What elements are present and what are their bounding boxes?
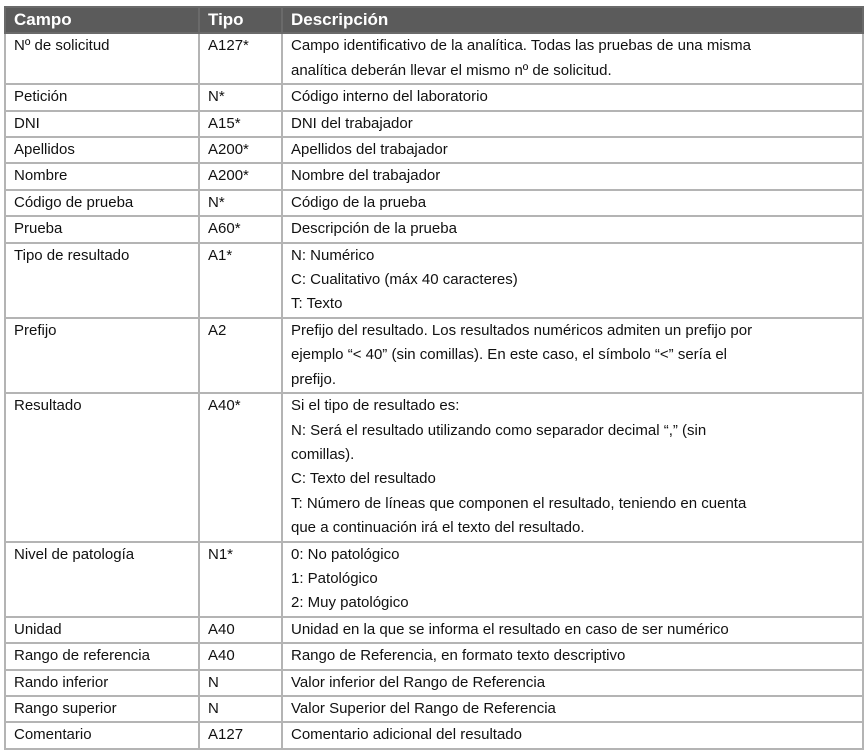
cell-descripcion	[282, 216, 863, 242]
table-header-row	[5, 7, 863, 33]
description-line: N: Numérico	[291, 246, 375, 264]
table-row	[5, 216, 863, 242]
description-line: comillas).	[291, 445, 355, 463]
description-line: Descripción de la prueba	[291, 220, 457, 238]
cell-descripcion	[282, 318, 863, 393]
description-line: ejemplo “< 40” (sin comillas). En este caso, el símbolo “<” sería el	[291, 346, 728, 364]
cell-tipo: A200*	[199, 163, 282, 189]
cell-descripcion	[282, 643, 863, 669]
cell-tipo: A60*	[199, 216, 282, 242]
description-line: N: Será el resultado utilizando como separador decimal “,” (sin	[291, 421, 707, 439]
cell-descripcion	[282, 137, 863, 163]
description-line: T: Texto	[291, 295, 343, 313]
cell-campo: Prefijo	[5, 318, 199, 393]
cell-descripcion	[282, 722, 863, 748]
description-line: que a continuación irá el texto del resultado.	[291, 519, 585, 537]
table-row	[5, 137, 863, 163]
cell-campo: Comentario	[5, 722, 199, 748]
cell-descripcion	[282, 33, 863, 84]
cell-campo: Rango de referencia	[5, 643, 199, 669]
description-line: DNI del trabajador	[291, 114, 413, 132]
description-line: Prefijo del resultado. Los resultados numéricos admiten un prefijo por	[291, 321, 753, 339]
description-line: 1: Patológico	[291, 569, 378, 587]
cell-tipo: N	[199, 696, 282, 722]
description-line: Unidad en la que se informa el resultado en caso de ser numérico	[291, 620, 729, 638]
cell-campo: Petición	[5, 84, 199, 110]
table-row	[5, 318, 863, 393]
cell-tipo: N*	[199, 190, 282, 216]
cell-tipo: A40	[199, 617, 282, 643]
cell-tipo: A200*	[199, 137, 282, 163]
table-row	[5, 722, 863, 748]
description-line: Nombre del trabajador	[291, 167, 441, 185]
cell-tipo: A127*	[199, 33, 282, 84]
cell-descripcion	[282, 617, 863, 643]
table-row	[5, 111, 863, 137]
table-row	[5, 393, 863, 541]
description-line: C: Cualitativo (máx 40 caracteres)	[291, 271, 518, 289]
description-line: Código de la prueba	[291, 193, 427, 211]
cell-descripcion	[282, 670, 863, 696]
description-line: prefijo.	[291, 370, 337, 388]
description-line: C: Texto del resultado	[291, 470, 436, 488]
cell-descripcion	[282, 393, 863, 541]
description-line: Rango de Referencia, en formato texto descriptivo	[291, 647, 626, 665]
table-row	[5, 696, 863, 722]
cell-descripcion	[282, 696, 863, 722]
description-line: Comentario adicional del resultado	[291, 726, 522, 744]
cell-tipo: A1*	[199, 243, 282, 318]
cell-campo: Nivel de patología	[5, 542, 199, 617]
description-line: 0: No patológico	[291, 545, 400, 563]
table-row	[5, 163, 863, 189]
cell-descripcion	[282, 111, 863, 137]
cell-descripcion	[282, 190, 863, 216]
table-row	[5, 643, 863, 669]
cell-tipo: N	[199, 670, 282, 696]
cell-tipo: A15*	[199, 111, 282, 137]
cell-campo: Tipo de resultado	[5, 243, 199, 318]
description-line: analítica deberán llevar el mismo nº de solicitud.	[291, 61, 612, 79]
description-line: T: Número de líneas que componen el resultado, teniendo en cuenta	[291, 494, 747, 512]
cell-descripcion	[282, 163, 863, 189]
cell-campo: DNI	[5, 111, 199, 137]
cell-campo: Rango superior	[5, 696, 199, 722]
description-line: Si el tipo de resultado es:	[291, 397, 460, 415]
description-line: 2: Muy patológico	[291, 594, 409, 612]
cell-tipo: A2	[199, 318, 282, 393]
cell-descripcion	[282, 542, 863, 617]
description-line: Valor inferior del Rango de Referencia	[291, 673, 546, 691]
table-row	[5, 617, 863, 643]
cell-campo: Rando inferior	[5, 670, 199, 696]
table-row	[5, 33, 863, 84]
cell-campo: Nombre	[5, 163, 199, 189]
header-campo: Campo	[5, 7, 199, 33]
table-row	[5, 670, 863, 696]
cell-tipo: A40*	[199, 393, 282, 541]
cell-campo: Código de prueba	[5, 190, 199, 216]
description-line: Apellidos del trabajador	[291, 141, 448, 159]
header-tipo: Tipo	[199, 7, 282, 33]
cell-campo: Nº de solicitud	[5, 33, 199, 84]
cell-campo: Apellidos	[5, 137, 199, 163]
cell-tipo: A40	[199, 643, 282, 669]
cell-campo: Unidad	[5, 617, 199, 643]
table-row	[5, 243, 863, 318]
description-line: Valor Superior del Rango de Referencia	[291, 699, 556, 717]
description-line: Código interno del laboratorio	[291, 88, 488, 106]
cell-descripcion	[282, 243, 863, 318]
cell-tipo: N*	[199, 84, 282, 110]
table-body	[5, 33, 863, 748]
cell-tipo: A127	[199, 722, 282, 748]
table-row	[5, 542, 863, 617]
cell-tipo: N1*	[199, 542, 282, 617]
cell-descripcion	[282, 84, 863, 110]
table-row	[5, 84, 863, 110]
header-descripcion: Descripción	[282, 7, 863, 33]
table-row	[5, 190, 863, 216]
cell-campo: Resultado	[5, 393, 199, 541]
fields-table	[4, 6, 864, 750]
cell-campo: Prueba	[5, 216, 199, 242]
description-line: Campo identificativo de la analítica. Todas las pruebas de una misma	[291, 37, 751, 55]
